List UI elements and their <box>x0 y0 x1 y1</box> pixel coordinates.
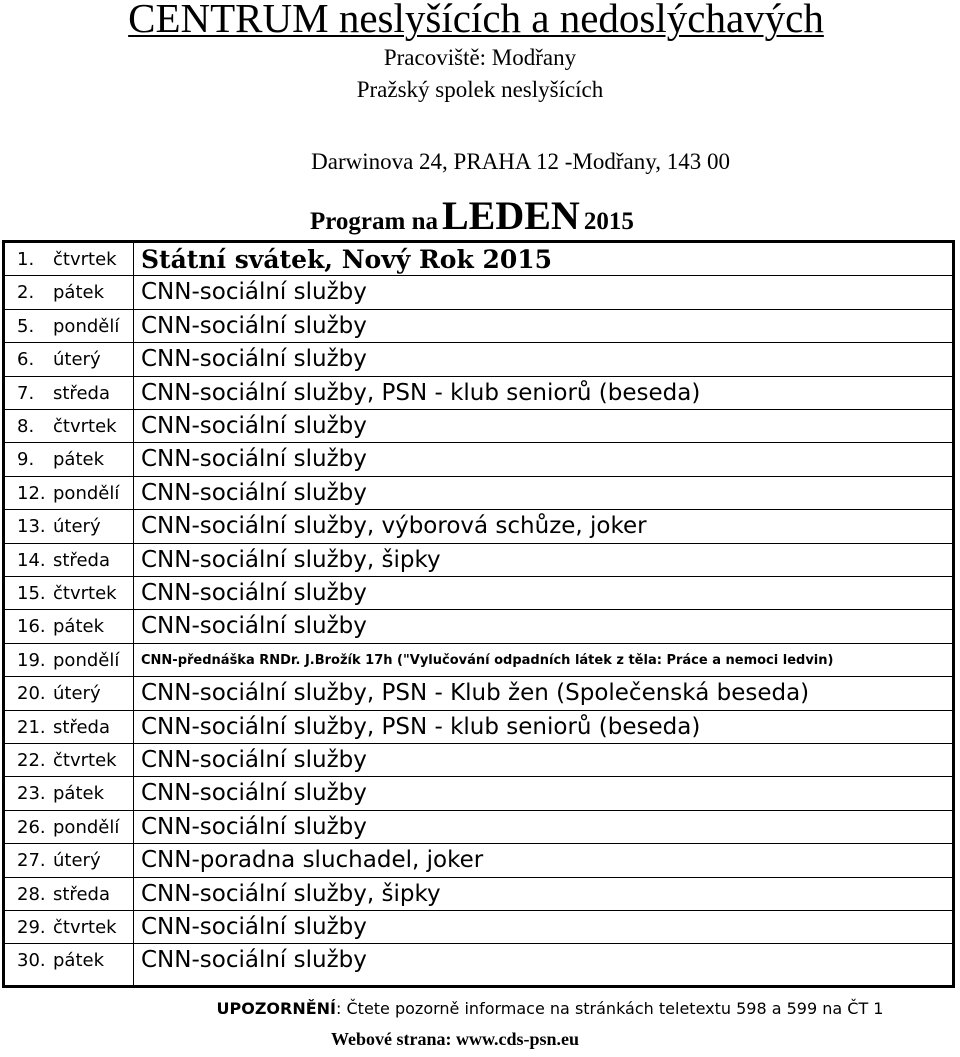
society-line: Pražský spolek neslyšících <box>356 77 604 102</box>
day-number: 30. <box>17 950 46 972</box>
event-text: CNN-sociální služby <box>141 780 367 807</box>
weekday-name: čtvrtek <box>53 583 117 604</box>
schedule-row <box>5 844 952 877</box>
event-text: CNN-sociální služby, šipky <box>141 546 441 573</box>
weekday-name: středa <box>53 382 110 404</box>
event-text: CNN-sociální služby <box>141 947 367 974</box>
day-number: 28. <box>17 883 46 905</box>
day-number: 23. <box>17 783 46 805</box>
schedule-row <box>5 510 952 543</box>
event-text: CNN-sociální služby, PSN - Klub žen (Společenská beseda) <box>141 680 810 707</box>
weekday-name: čtvrtek <box>53 249 117 270</box>
day-number: 26. <box>17 816 46 838</box>
schedule-row <box>5 410 952 443</box>
day-number: 20. <box>17 683 46 705</box>
notice-line <box>160 996 940 1022</box>
schedule-row <box>5 443 952 476</box>
event-text: Státní svátek, Nový Rok 2015 <box>141 245 553 274</box>
day-number: 29. <box>17 917 46 938</box>
event-text: CNN-sociální služby <box>141 312 367 339</box>
schedule-row <box>5 577 952 610</box>
weekday-name: středa <box>53 883 110 905</box>
schedule-row <box>5 677 952 710</box>
event-text: CNN-sociální služby <box>141 613 367 640</box>
weekday-name: pátek <box>53 783 105 805</box>
schedule-row <box>5 343 952 376</box>
weekday-name: čtvrtek <box>53 750 117 771</box>
event-text: CNN-sociální služby <box>141 413 367 439</box>
day-number: 22. <box>17 750 46 771</box>
weekday-name: úterý <box>53 349 101 371</box>
weekday-name: úterý <box>53 683 101 705</box>
event-text: CNN-sociální služby <box>141 479 367 506</box>
workplace-line: Pracoviště: Modřany <box>383 45 577 70</box>
weekday-name: úterý <box>53 850 101 872</box>
day-number: 15. <box>17 583 46 604</box>
weekday-name: pátek <box>53 282 105 304</box>
weekday-name: pátek <box>53 616 105 638</box>
schedule-row <box>5 911 952 944</box>
day-number: 16. <box>17 616 46 638</box>
day-number: 8. <box>17 416 35 437</box>
event-text: CNN-sociální služby <box>141 914 367 940</box>
schedule-row <box>5 711 952 744</box>
website-line: Webové strana: www.cds-psn.eu <box>330 1029 580 1049</box>
weekday-name: pondělí <box>53 315 120 337</box>
day-number: 12. <box>17 482 46 504</box>
program-year: 2015 <box>583 208 634 235</box>
event-text: CNN-přednáška RNDr. J.Brožík 17h ("Vylučování odpadních látek z těla: Práce a nemoci ledvin) <box>141 652 834 668</box>
day-number: 2. <box>17 282 35 304</box>
notice-text: : Čtete pozorně informace na stránkách teletextu 598 a 599 na ČT 1 <box>336 999 884 1018</box>
day-number: 6. <box>17 349 35 371</box>
day-number: 1. <box>17 249 35 270</box>
title-text: CENTRUM neslyšících a nedoslýchavých <box>128 0 824 41</box>
weekday-name: pondělí <box>53 649 120 671</box>
program-month: LEDEN <box>442 193 580 238</box>
schedule-table <box>2 240 955 988</box>
event-text: CNN-sociální služby <box>141 813 367 840</box>
schedule-row <box>5 477 952 510</box>
program-label: Program na <box>310 208 438 235</box>
schedule-row <box>5 610 952 643</box>
page-title <box>0 0 960 42</box>
weekday-name: středa <box>53 716 110 738</box>
event-text: CNN-sociální služby, výborová schůze, joker <box>141 513 647 540</box>
notice-label: UPOZORNĚNÍ <box>216 999 337 1018</box>
day-number: 13. <box>17 516 46 538</box>
weekday-name: čtvrtek <box>53 416 117 437</box>
event-text: CNN-sociální služby <box>141 446 367 473</box>
event-text: CNN-sociální služby, PSN - klub seniorů (beseda) <box>141 379 701 406</box>
schedule-row <box>5 878 952 911</box>
schedule-row <box>5 777 952 810</box>
event-text: CNN-sociální služby, PSN - klub seniorů (beseda) <box>141 713 701 740</box>
schedule-row <box>5 944 952 977</box>
weekday-name: pondělí <box>53 482 120 504</box>
day-number: 7. <box>17 382 35 404</box>
event-text: CNN-sociální služby, šipky <box>141 880 441 907</box>
day-number: 21. <box>17 716 46 738</box>
weekday-name: středa <box>53 549 110 571</box>
event-text: CNN-sociální služby <box>141 747 367 773</box>
event-text: CNN-sociální služby <box>141 580 367 606</box>
schedule-row <box>5 276 952 309</box>
schedule-row <box>5 544 952 577</box>
schedule-row <box>5 644 952 677</box>
program-heading <box>310 192 690 239</box>
weekday-name: úterý <box>53 516 101 538</box>
day-number: 5. <box>17 315 35 337</box>
weekday-name: pondělí <box>53 816 120 838</box>
weekday-name: pátek <box>53 950 105 972</box>
weekday-name: pátek <box>53 449 105 471</box>
schedule-row <box>5 744 952 777</box>
weekday-name: čtvrtek <box>53 917 117 938</box>
address-line: Darwinova 24, PRAHA 12 -Modřany, 143 00 <box>311 149 730 174</box>
event-text: CNN-sociální služby <box>141 279 367 306</box>
schedule-row <box>5 377 952 410</box>
day-number: 27. <box>17 850 46 872</box>
schedule-row <box>5 811 952 844</box>
schedule-row <box>5 310 952 343</box>
day-number: 9. <box>17 449 35 471</box>
day-number: 19. <box>17 649 46 671</box>
event-text: CNN-poradna sluchadel, joker <box>141 847 484 874</box>
event-text: CNN-sociální služby <box>141 346 367 373</box>
schedule-row <box>5 243 952 276</box>
day-number: 14. <box>17 549 46 571</box>
